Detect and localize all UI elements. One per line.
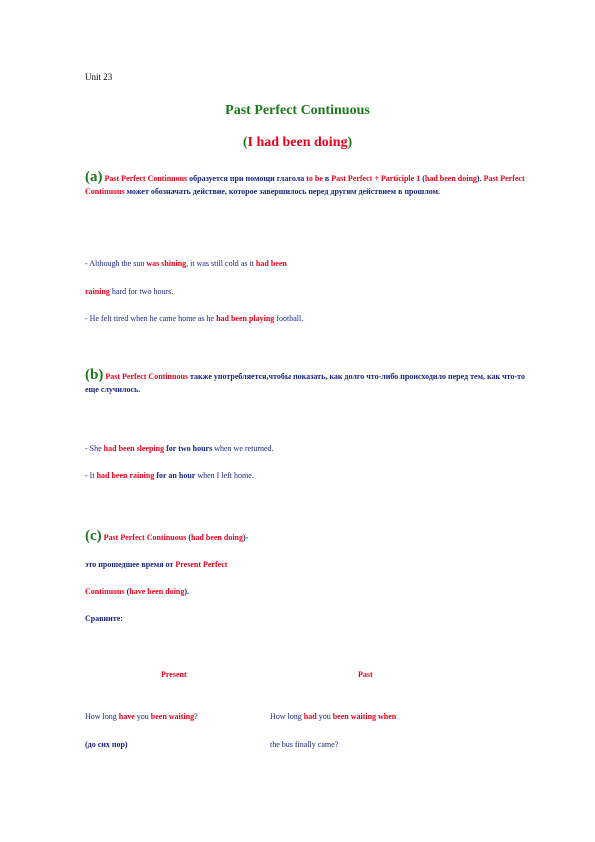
section-a-paragraph	[85, 171, 525, 198]
term: had been doing	[424, 174, 477, 183]
page-title: Past Perfect Continuous	[225, 103, 370, 118]
text: (	[186, 533, 191, 542]
compare-past-question	[270, 712, 396, 721]
text: это прошедшее время от	[85, 560, 176, 569]
term: Past Perfect Continuous	[105, 372, 188, 381]
text: также употребляется,чтобы показать, как долго что-либо происходило перед тем, как что-то еще случилось.	[85, 372, 525, 394]
term: had been playing	[216, 314, 275, 323]
section-a-letter: (a)	[85, 169, 103, 185]
compare-present-question	[85, 712, 198, 721]
term: Past Perfect Continuous	[103, 533, 187, 542]
term: was shining	[146, 259, 187, 268]
unit-label: Unit 23	[85, 72, 113, 82]
text: you	[316, 712, 333, 721]
text: ).	[184, 587, 190, 596]
compare-present-note: (до сих пор)	[85, 740, 128, 749]
time-phrase: for two hours	[164, 444, 213, 453]
text: (	[420, 174, 425, 183]
term: to be	[306, 174, 323, 183]
time-phrase: for an hour	[154, 471, 196, 480]
term: Past Perfect + Participle 1	[331, 174, 421, 183]
text: - Although the sun	[85, 259, 147, 268]
term: Present Perfect	[175, 560, 228, 569]
text: образуется при помощи глагола	[187, 174, 307, 183]
text: How long	[270, 712, 304, 721]
term: Continuous	[85, 587, 125, 596]
subtitle-open-paren: (	[242, 135, 248, 150]
term: Past Perfect Continuous	[104, 174, 188, 183]
page-subtitle	[0, 135, 595, 151]
text: How long	[85, 712, 119, 721]
term: Past Perfect Continuous	[85, 174, 525, 196]
example-b1	[85, 444, 274, 453]
text: - He felt tired when he came home as he	[85, 314, 217, 323]
section-c-letter: (c)	[85, 528, 102, 544]
subtitle-close-paren: )	[347, 135, 353, 150]
column-head-present: Present	[161, 670, 187, 679]
term: had been sleeping	[103, 444, 165, 453]
term: had been	[255, 259, 287, 268]
term: have	[118, 712, 135, 721]
subtitle-text: I had been doing	[247, 135, 348, 150]
text: you	[134, 712, 151, 721]
term: been waiting when	[332, 712, 397, 721]
text: when I left home.	[195, 471, 254, 480]
term: had	[303, 712, 317, 721]
text: ?	[194, 712, 198, 721]
text: ).	[476, 174, 484, 183]
text: (	[124, 587, 130, 596]
example-a2	[85, 314, 303, 323]
text: , it was still cold as it	[186, 259, 256, 268]
section-c-line2	[85, 560, 227, 569]
text: - It	[85, 471, 97, 480]
text: )-	[243, 533, 249, 542]
section-b-letter: (b)	[85, 367, 104, 383]
example-b2	[85, 471, 254, 480]
text: в	[322, 174, 332, 183]
term: had been raining	[96, 471, 155, 480]
column-head-past: Past	[358, 670, 373, 679]
section-c-line1	[85, 528, 248, 545]
text: - She	[85, 444, 104, 453]
term: been waiting	[150, 712, 195, 721]
section-c-line3	[85, 587, 189, 596]
term: had been doing	[190, 533, 244, 542]
section-b-paragraph	[85, 369, 525, 396]
example-a1	[85, 259, 287, 268]
text: when we returned.	[212, 444, 274, 453]
example-a1-continued	[85, 287, 173, 296]
text: может обозначать действие, которое завершилось перед другим действием в прошлом.	[124, 187, 441, 196]
compare-label: Сравните:	[85, 614, 123, 623]
term: raining	[85, 287, 110, 296]
text: football.	[274, 314, 304, 323]
text: hard for two hours.	[109, 287, 174, 296]
term: have been doing	[129, 587, 185, 596]
compare-past-note: the bus finally came?	[270, 740, 339, 749]
